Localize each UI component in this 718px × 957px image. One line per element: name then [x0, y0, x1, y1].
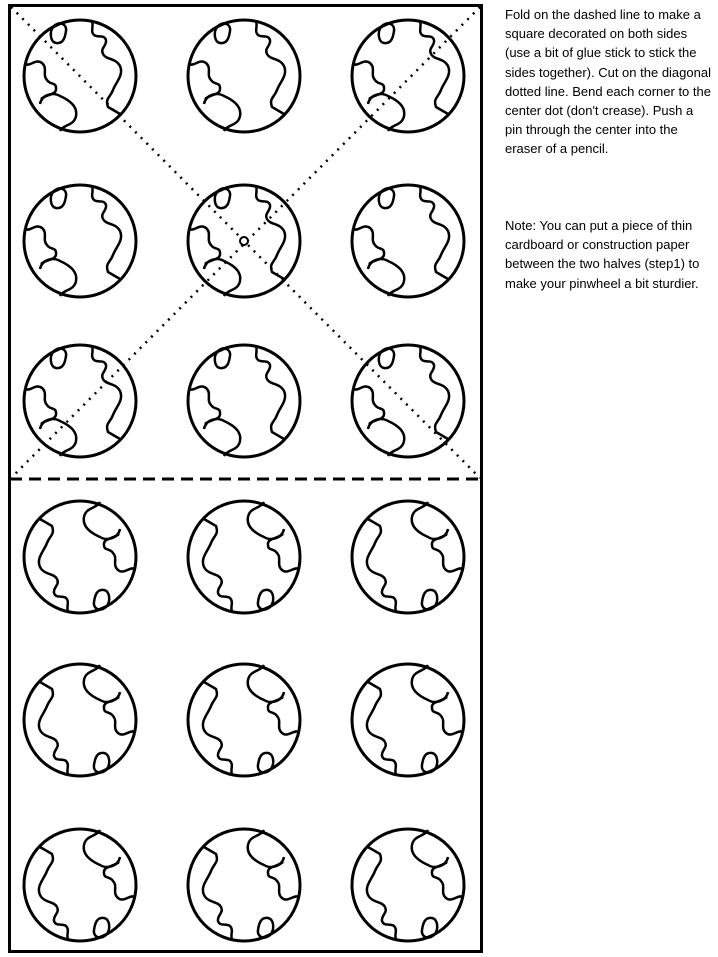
globe-icon — [352, 664, 464, 776]
instructions-text: Fold on the dashed line to make a square decorated on both sides (use a bit of glue stick to stick the sides together). Cut on the diagonal dotted line. Bend each corner to the center dot (don't crease). Push a pin through the center into the eraser of a pencil. — [505, 7, 711, 157]
globe-icon — [352, 501, 464, 613]
globe-icon — [352, 345, 464, 457]
globe-icon — [188, 20, 300, 132]
globe-icon — [188, 829, 300, 941]
center-dot — [240, 237, 248, 245]
globe-icon — [24, 345, 136, 457]
globe-icon — [24, 664, 136, 776]
globe-icon — [352, 829, 464, 941]
globe-icon — [188, 664, 300, 776]
globe-icon — [352, 185, 464, 297]
globe-icon — [188, 501, 300, 613]
globe-icon — [352, 20, 464, 132]
globe-icon — [188, 345, 300, 457]
globe-icon — [24, 185, 136, 297]
globe-icon — [24, 829, 136, 941]
note-text: Note: You can put a piece of thin cardboard or construction paper between the two halves (step1) to make your pinwheel a bit sturdier. — [505, 218, 700, 291]
globe-icon — [24, 501, 136, 613]
